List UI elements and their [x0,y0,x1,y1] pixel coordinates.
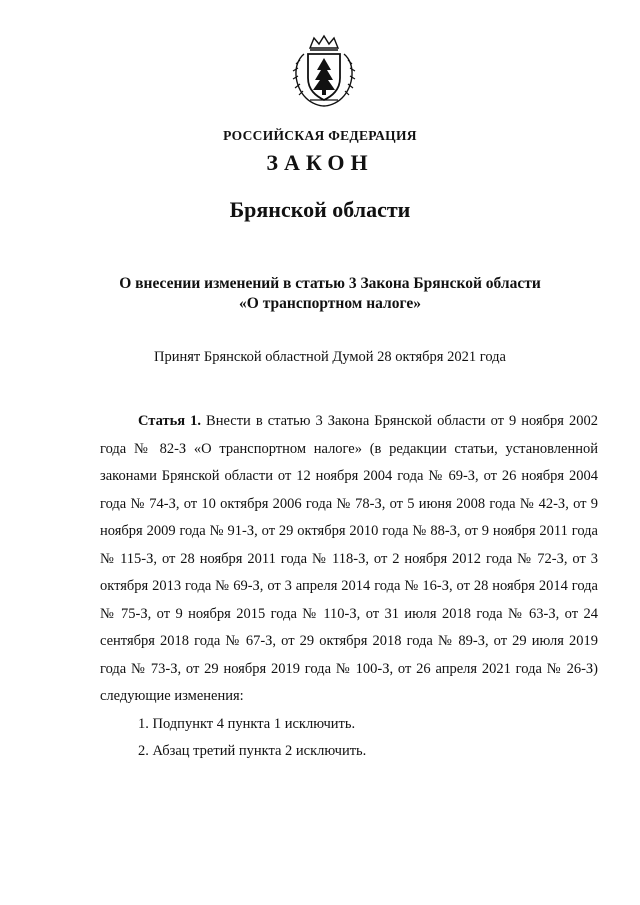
article-1-text: Внести в статью 3 Закона Брянской области от 9 ноября 2002 года № 82-З «О транспортном налоге» (в редакции статьи, установленной законами Брянской области от 12 ноября 2004 года № 69-З, от 26 ноября 2004 года № 74-З, от 10 октября 2006 года № 78-З, от 5 июня 2008 года № 42-З, от 9 ноября 2009 года № 91-З, от 29 октября 2010 года № 88-З, от 9 ноября 2011 года № 115-З, от 28 ноября 2011 года № 118-З, от 2 ноября 2012 года № 72-З, от 3 октября 2013 года № 69-З, от 3 апреля 2014 года № 16-З, от 28 ноября 2014 года № 75-З, от 9 ноября 2015 года № 110-З, от 31 июля 2018 года № 63-З, от 24 сентября 2018 года № 67-З, от 29 октября 2018 года № 89-З, от 29 июля 2019 года № 73-З, от 29 ноября 2019 года № 100-З, от 26 апреля 2021 года № 26-З) следующие изменения: [100,413,598,704]
article-1 [100,408,598,766]
coat-of-arms-icon [290,34,358,108]
list-item: 2. Абзац третий пункта 2 исключить. [138,743,367,759]
list-item: 1. Подпункт 4 пункта 1 исключить. [138,715,356,732]
law-title [60,274,600,314]
document-type: ЗАКОН [266,150,374,175]
article-1-paragraph [100,408,598,711]
article-label: Статья 1. [138,413,201,429]
region-heading: Брянской области [229,197,411,222]
law-title-line2: «О транспортном налоге» [239,295,421,312]
adoption-note: Принят Брянской областной Думой 28 октября 2021 года [154,349,506,365]
country-heading: РОССИЙСКАЯ ФЕДЕРАЦИЯ [223,128,417,143]
law-title-line1: О внесении изменений в статью 3 Закона Брянской области [119,275,541,292]
